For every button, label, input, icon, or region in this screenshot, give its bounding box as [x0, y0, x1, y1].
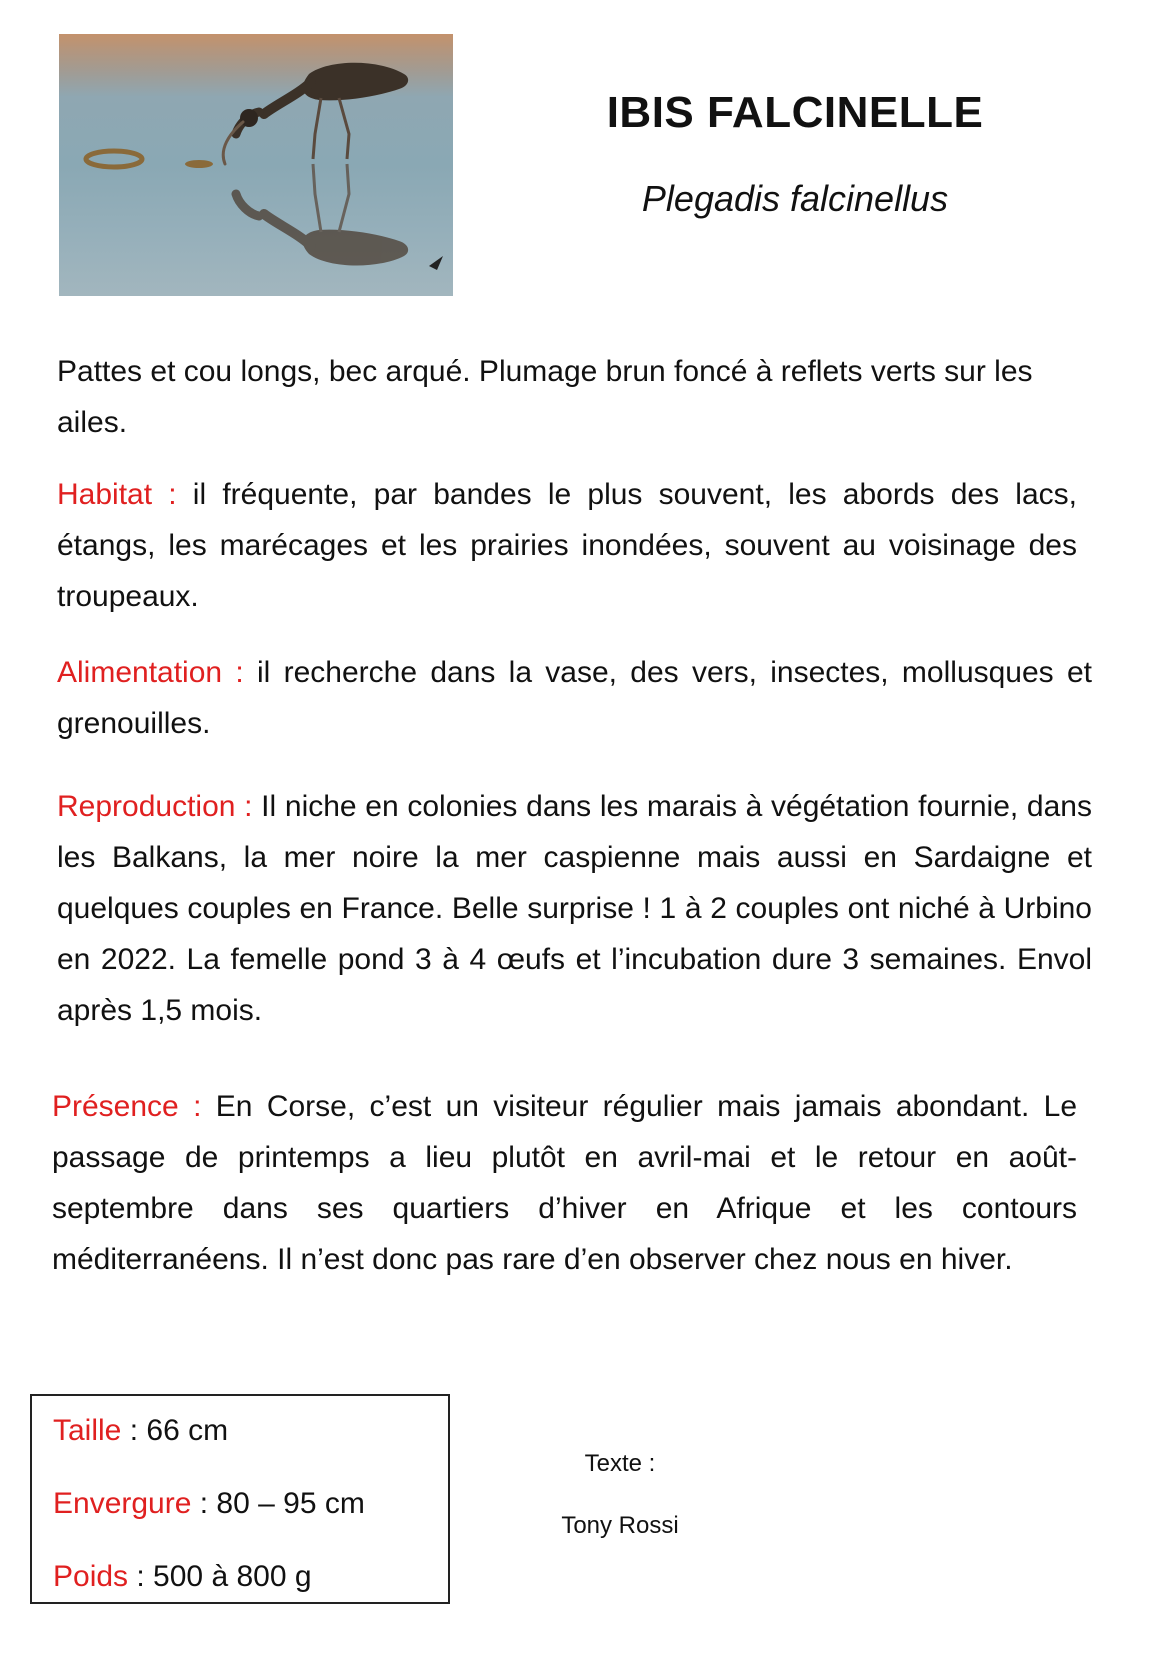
habitat-paragraph [57, 469, 1077, 622]
poids-label: Poids [53, 1560, 129, 1593]
ibis-bird [223, 63, 408, 164]
alimentation-label: Alimentation : [57, 656, 244, 689]
taille-label: Taille [53, 1414, 122, 1447]
presence-paragraph [52, 1081, 1077, 1285]
fact-taille [53, 1414, 228, 1448]
envergure-label: Envergure [53, 1487, 192, 1520]
fact-poids [53, 1560, 312, 1594]
description-paragraph: Pattes et cou longs, bec arqué. Plumage brun foncé à reflets verts sur les ailes. [57, 355, 1033, 439]
habitat-text: il fréquente, par bandes le plus souvent, les abords des lacs, étangs, les marécages et les prairies inondées, souvent au voisinage des troupeaux. [57, 478, 1077, 613]
presence-text: En Corse, c’est un visiteur régulier mais jamais abondant. Le passage de printemps a lieu plutôt en avril-mai et le retour en août-septembre dans ses quartiers d’hiver en Afrique et les contours méditerranéens. Il n’est donc pas rare d’en observer chez nous en hiver. [52, 1090, 1077, 1276]
envergure-value: : 80 – 95 cm [191, 1487, 365, 1520]
ibis-illustration [59, 34, 453, 296]
scientific-name: Plegadis falcinellus [641, 178, 949, 219]
credit-label: Texte : [584, 1450, 656, 1477]
floating-twig [86, 151, 213, 168]
poids-value: : 500 à 800 g [128, 1560, 312, 1593]
ibis-reflection [236, 164, 408, 266]
reproduction-paragraph [57, 781, 1092, 1036]
shore-band [59, 34, 453, 74]
page-title: IBIS FALCINELLE [606, 88, 984, 137]
alimentation-paragraph [57, 647, 1092, 749]
fact-envergure [53, 1487, 365, 1521]
reproduction-text: Il niche en colonies dans les marais à végétation fournie, dans les Balkans, la mer noire la mer caspienne mais aussi en Sardaigne et quelques couples en France. Belle surprise ! 1 à 2 couples ont niché à Urbino en 2022. La femelle pond 3 à 4 œufs et l’incubation dure 3 semaines. Envol après 1,5 mois. [57, 790, 1092, 1027]
habitat-label: Habitat : [57, 478, 177, 511]
alimentation-text: il recherche dans la vase, des vers, insectes, mollusques et grenouilles. [57, 656, 1092, 740]
presence-label: Présence : [52, 1090, 202, 1123]
reproduction-label: Reproduction : [57, 790, 253, 823]
taille-value: : 66 cm [121, 1414, 229, 1447]
ibis-photo [59, 34, 453, 296]
credit-author: Tony Rossi [561, 1512, 679, 1539]
facts-box [30, 1394, 450, 1604]
watermark-bird-icon [429, 256, 443, 270]
